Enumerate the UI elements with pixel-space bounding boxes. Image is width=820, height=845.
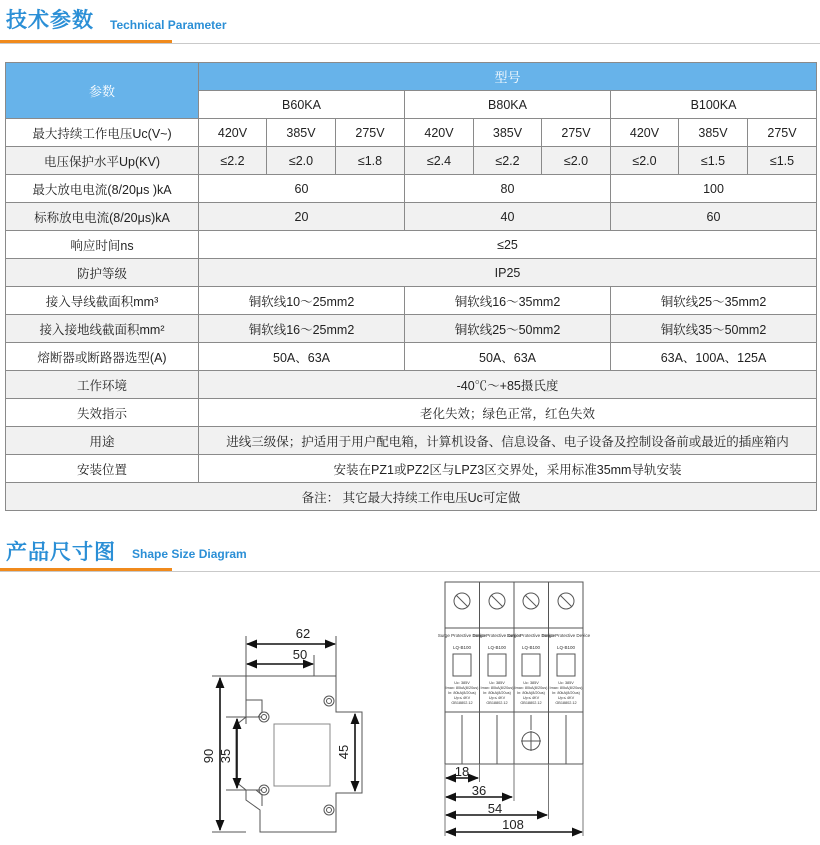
row-label: 工作环境 bbox=[6, 371, 199, 399]
model-cell: B60KA bbox=[199, 91, 405, 119]
model-cell: B100KA bbox=[611, 91, 817, 119]
table-row-ground bbox=[6, 315, 817, 343]
table-row-protection bbox=[6, 259, 817, 287]
spec-line: In: 80kA(8/20us) bbox=[552, 691, 580, 695]
row-label: 防护等级 bbox=[6, 259, 199, 287]
dim-label-62: 62 bbox=[295, 626, 311, 641]
table-cell: 420V bbox=[611, 119, 679, 147]
table-note: 备注： 其它最大持续工作电压Uc可定做 bbox=[6, 483, 817, 511]
param-header: 参数 bbox=[6, 63, 199, 119]
row-label: 用途 bbox=[6, 427, 199, 455]
spec-line: Up:≤ 4KV bbox=[522, 696, 540, 700]
table-cell: 60 bbox=[199, 175, 405, 203]
table-cell: 50A、63A bbox=[405, 343, 611, 371]
dimension-diagram bbox=[0, 560, 820, 845]
row-label: 接入接地线截面积mm² bbox=[6, 315, 199, 343]
table-header-row bbox=[6, 63, 817, 91]
section-subtitle: Shape Size Diagram bbox=[132, 547, 247, 561]
table-cell: 铜软线10～25mm2 bbox=[199, 287, 405, 315]
table-cell: 40 bbox=[405, 203, 611, 231]
table-cell: 385V bbox=[267, 119, 336, 147]
table-cell: 420V bbox=[405, 119, 474, 147]
table-cell: 385V bbox=[679, 119, 748, 147]
module-model: LQ-B100 bbox=[521, 645, 541, 650]
row-label: 最大持续工作电压Uc(V~) bbox=[6, 119, 199, 147]
table-cell: 385V bbox=[474, 119, 542, 147]
table-cell: 铜软线35～50mm2 bbox=[611, 315, 817, 343]
table-cell: 进线三级保；护适用于用户配电箱，计算机设备、信息设备、电子设备及控制设备前或最近的插座箱内 bbox=[199, 427, 817, 455]
module-title: Surge Protective Device bbox=[437, 633, 487, 638]
front-view-drawing bbox=[445, 582, 583, 764]
table-cell: ≤2.2 bbox=[199, 147, 267, 175]
spec-line: Up:≤ 4KV bbox=[557, 696, 575, 700]
table-cell: 60 bbox=[611, 203, 817, 231]
dim-label-50: 50 bbox=[292, 647, 308, 662]
spec-line: In: 80kA(8/20us) bbox=[517, 691, 545, 695]
module-title: Surge Protective Device bbox=[506, 633, 556, 638]
dim-label-35: 35 bbox=[218, 748, 233, 764]
dim-label-108: 108 bbox=[502, 817, 524, 832]
table-cell: ≤1.5 bbox=[748, 147, 817, 175]
module-title: Surge Protective Device bbox=[541, 633, 591, 638]
table-cell: 275V bbox=[748, 119, 817, 147]
module-model: LQ-B100 bbox=[452, 645, 472, 650]
table-cell: ≤2.2 bbox=[474, 147, 542, 175]
table-cell: 铜软线16～35mm2 bbox=[405, 287, 611, 315]
spec-line: Uc: 385V bbox=[523, 681, 539, 685]
row-label: 熔断器或断路器选型(A) bbox=[6, 343, 199, 371]
dim-label-36: 36 bbox=[471, 783, 487, 798]
table-cell: 420V bbox=[199, 119, 267, 147]
table-row-in bbox=[6, 203, 817, 231]
dim-label-45: 45 bbox=[336, 744, 351, 760]
table-cell: ≤2.4 bbox=[405, 147, 474, 175]
row-label: 失效指示 bbox=[6, 399, 199, 427]
row-label: 最大放电电流(8/20μs )kA bbox=[6, 175, 199, 203]
table-cell: 63A、100A、125A bbox=[611, 343, 817, 371]
table-cell: 275V bbox=[336, 119, 405, 147]
spec-line: GB18802.12 bbox=[451, 701, 473, 705]
parameter-table bbox=[5, 62, 817, 511]
spec-line: Imax: 80kA(8/20us) bbox=[514, 686, 548, 690]
side-view-dimensions bbox=[220, 644, 355, 830]
section-subtitle: Technical Parameter bbox=[110, 18, 227, 32]
table-row-uc bbox=[6, 119, 817, 147]
table-cell: 80 bbox=[405, 175, 611, 203]
module-model: LQ-B100 bbox=[487, 645, 507, 650]
spec-line: GB18802.12 bbox=[520, 701, 542, 705]
spec-line: Imax: 80kA(8/20us) bbox=[445, 686, 479, 690]
spec-line: Uc: 385V bbox=[558, 681, 574, 685]
spec-line: Uc: 385V bbox=[489, 681, 505, 685]
dim-label-54: 54 bbox=[487, 801, 503, 816]
section-divider bbox=[0, 43, 820, 44]
row-label: 标称放电电流(8/20μs)kA bbox=[6, 203, 199, 231]
spec-line: Up:≤ 4KV bbox=[453, 696, 471, 700]
table-cell: 铜软线25～35mm2 bbox=[611, 287, 817, 315]
table-cell: 铜软线16～25mm2 bbox=[199, 315, 405, 343]
spec-line: Imax: 80kA(8/20us) bbox=[480, 686, 514, 690]
row-label: 接入导线截面积mm³ bbox=[6, 287, 199, 315]
dim-label-18: 18 bbox=[454, 764, 470, 779]
model-cell: B80KA bbox=[405, 91, 611, 119]
table-cell: 安装在PZ1或PZ2区与LPZ3区交界处，采用标准35mm导轨安装 bbox=[199, 455, 817, 483]
module-model: LQ-B100 bbox=[556, 645, 576, 650]
dim-label-90: 90 bbox=[201, 748, 216, 764]
table-row-note bbox=[6, 483, 817, 511]
table-cell: 50A、63A bbox=[199, 343, 405, 371]
section-header-technical bbox=[0, 0, 820, 44]
table-row-install bbox=[6, 455, 817, 483]
table-cell: 铜软线25～50mm2 bbox=[405, 315, 611, 343]
table-row-use bbox=[6, 427, 817, 455]
table-cell: -40℃～+85摄氏度 bbox=[199, 371, 817, 399]
section-title: 技术参数 bbox=[6, 8, 94, 32]
spec-line: GB18802.12 bbox=[486, 701, 508, 705]
spec-line: Imax: 80kA(8/20us) bbox=[549, 686, 583, 690]
table-cell: ≤1.5 bbox=[679, 147, 748, 175]
table-cell: 20 bbox=[199, 203, 405, 231]
section-title: 产品尺寸图 bbox=[6, 540, 116, 564]
table-cell: IP25 bbox=[199, 259, 817, 287]
table-cell: ≤1.8 bbox=[336, 147, 405, 175]
row-label: 电压保护水平Up(KV) bbox=[6, 147, 199, 175]
spec-line: GB18802.12 bbox=[555, 701, 577, 705]
table-cell: ≤2.0 bbox=[267, 147, 336, 175]
table-row-wire bbox=[6, 287, 817, 315]
table-row-fuse bbox=[6, 343, 817, 371]
spec-line: In: 80kA(8/20us) bbox=[483, 691, 511, 695]
side-view-drawing bbox=[212, 636, 362, 832]
table-cell: 275V bbox=[542, 119, 611, 147]
table-cell: ≤2.0 bbox=[542, 147, 611, 175]
row-label: 响应时间ns bbox=[6, 231, 199, 259]
table-row-up bbox=[6, 147, 817, 175]
table-row-response bbox=[6, 231, 817, 259]
module-title: Surge Protective Device bbox=[472, 633, 522, 638]
table-cell: 老化失效；绿色正常，红色失效 bbox=[199, 399, 817, 427]
row-label: 安装位置 bbox=[6, 455, 199, 483]
table-row-fail bbox=[6, 399, 817, 427]
spec-line: Uc: 385V bbox=[454, 681, 470, 685]
model-header: 型号 bbox=[199, 63, 817, 91]
spec-line: In: 80kA(8/20us) bbox=[448, 691, 476, 695]
table-row-env bbox=[6, 371, 817, 399]
table-cell: ≤2.0 bbox=[611, 147, 679, 175]
table-cell: 100 bbox=[611, 175, 817, 203]
table-cell: ≤25 bbox=[199, 231, 817, 259]
spec-line: Up:≤ 4KV bbox=[488, 696, 506, 700]
table-row-imax bbox=[6, 175, 817, 203]
